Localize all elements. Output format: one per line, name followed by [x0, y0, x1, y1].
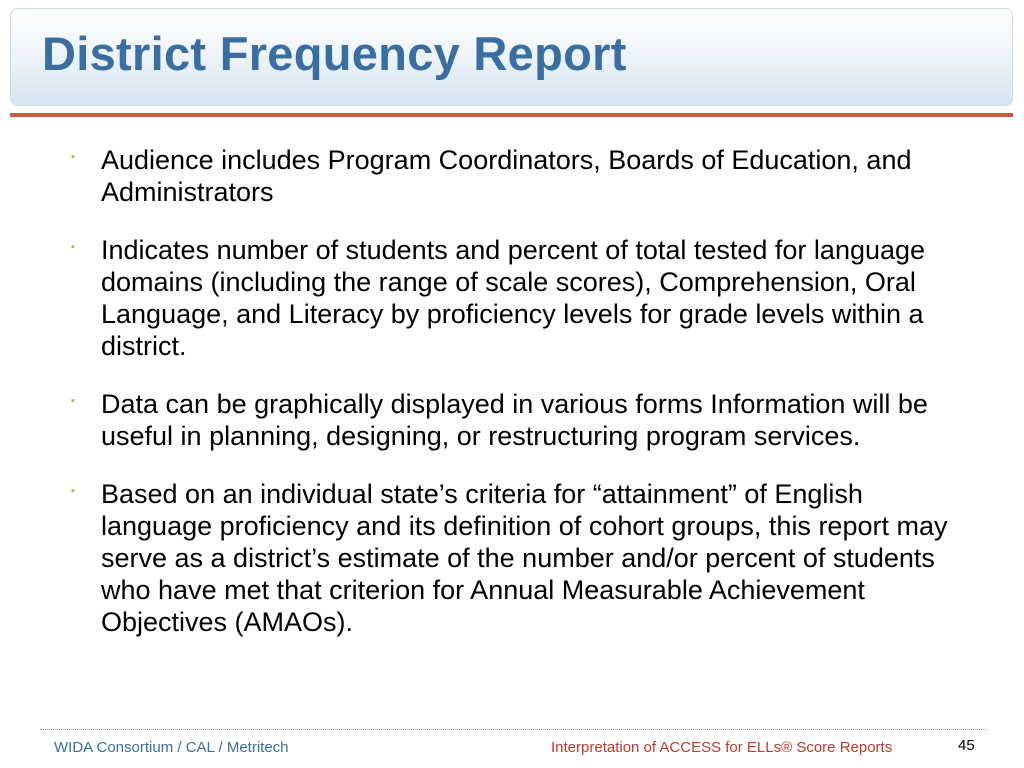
bullet-text: Indicates number of students and percent of total tested for language domains (including the range of scale scores), Comprehension, Oral Language, and Literacy by proficiency levels for grade levels within a district.: [101, 235, 926, 361]
bullet-item: [65, 478, 975, 638]
bullet-item: [65, 144, 975, 208]
page-number: 45: [958, 737, 975, 754]
footer-divider: [40, 729, 986, 730]
bullet-square-icon: ▪: [71, 485, 75, 497]
slide-title: District Frequency Report: [42, 27, 627, 80]
bullet-list: [65, 144, 975, 664]
bullet-item: [65, 388, 975, 452]
footer-organization: WIDA Consortium / CAL / Metritech: [54, 739, 289, 756]
bullet-item: [65, 234, 975, 362]
bullet-square-icon: ▪: [71, 241, 75, 253]
title-divider: [10, 113, 1013, 117]
bullet-square-icon: ▪: [71, 151, 75, 163]
bullet-text: Data can be graphically displayed in various forms Information will be useful in planning, designing, or restructuring program services.: [101, 389, 928, 451]
bullet-square-icon: ▪: [71, 395, 75, 407]
bullet-text: Based on an individual state’s criteria for “attainment” of English language proficiency and its definition of cohort groups, this report may serve as a district’s estimate of the number and/or percent of students who have met that criterion for Annual Measurable Achievement Objectives (AMAOs).: [101, 479, 948, 637]
bullet-text: Audience includes Program Coordinators, Boards of Education, and Administrators: [101, 145, 912, 207]
footer-presentation-title: Interpretation of ACCESS for ELLs® Score Reports: [551, 739, 893, 756]
